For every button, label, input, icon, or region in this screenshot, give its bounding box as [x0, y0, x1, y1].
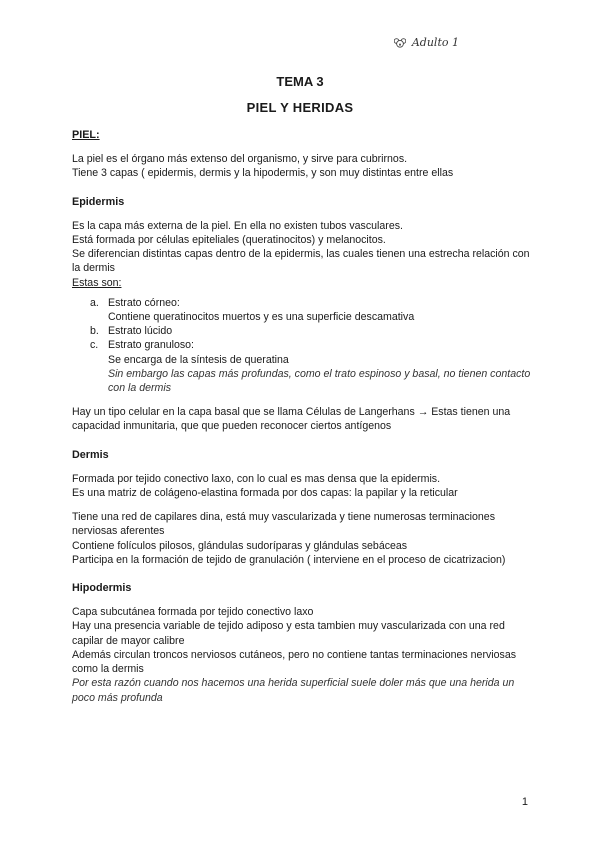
paragraph-line: Está formada por células epiteliales (queratinocitos) y melanocitos. [72, 234, 386, 247]
paragraph-line: Hay una presencia variable de tejido adiposo y esta tambien muy vascularizada con una red capilar de mayor calibre [72, 620, 505, 647]
list-item [72, 338, 532, 352]
paragraph-line: Tiene 3 capas ( epidermis, dermis y la hipodermis, y son muy distintas entre ellas [72, 167, 454, 180]
section-heading-dermis: Dermis [72, 448, 109, 461]
page-number: 1 [521, 796, 528, 808]
list-intro: Estas son: [72, 276, 122, 289]
paragraph-langerhans: Hay un tipo celular en la capa basal que se llama Células de Langerhans → Estas tienen una capacidad inmunitaria, que que pueden reconocer ciertos antígenos [72, 406, 511, 433]
paragraph-line: Formada por tejido conectivo laxo, con lo cual es mas densa que la epidermis. [72, 472, 441, 485]
list-item-detail: Se encarga de la síntesis de queratina [108, 353, 289, 366]
list-item [72, 324, 532, 338]
list-item-note [72, 367, 532, 395]
document-title: TEMA 3 [276, 74, 324, 89]
list-marker: b. [90, 325, 99, 338]
list-item-sub [72, 353, 532, 367]
strata-list [72, 296, 532, 395]
list-item-note-text: Sin embargo las capas más profundas, como el trato espinoso y basal, no tienen contacto con la dermis [108, 367, 531, 395]
list-item-label: Estrato córneo: [108, 296, 180, 309]
list-item-detail: Contiene queratinocitos muertos y es una superficie descamativa [108, 311, 415, 324]
header-tag-text: Adulto 1 [411, 36, 459, 49]
document-body [72, 128, 532, 705]
paragraph-line: La piel es el órgano más extenso del organismo, y sirve para cubrirnos. [72, 153, 408, 166]
header-tag [394, 36, 459, 49]
paragraph-line: Es la capa más externa de la piel. En ella no existen tubos vasculares. [72, 219, 403, 232]
list-item-label: Estrato lúcido [108, 325, 173, 338]
paragraph-line: Tiene una red de capilares dina, está muy vascularizada y tiene numerosas terminaciones nerviosas aferentes [72, 511, 495, 538]
list-marker: c. [90, 339, 99, 352]
paragraph-line: Se diferencian distintas capas dentro de la epidermis, las cuales tienen una estrecha relación con la dermis [72, 248, 530, 275]
section-heading-hipodermis: Hipodermis [72, 582, 132, 595]
section-heading-epidermis: Epidermis [72, 195, 125, 208]
paragraph-line: Es una matriz de colágeno-elastina formada por dos capas: la papilar y la reticular [72, 487, 458, 500]
hipodermis-note: Por esta razón cuando nos hacemos una herida superficial suele doler más que una herida un poco más profunda [72, 677, 515, 704]
list-item [72, 296, 532, 310]
list-item-label: Estrato granuloso: [108, 339, 194, 352]
koala-icon [394, 38, 406, 48]
paragraph-line: Capa subcutánea formada por tejido conectivo laxo [72, 606, 314, 619]
section-heading-piel: PIEL: [72, 129, 100, 141]
list-item-sub [72, 310, 532, 324]
document-subtitle: PIEL Y HERIDAS [246, 100, 354, 115]
paragraph-line: Contiene folículos pilosos, glándulas sudoríparas y glándulas sebáceas [72, 539, 408, 552]
paragraph-line: Participa en la formación de tejido de granulación ( interviene en el proceso de cicatrizacion) [72, 553, 506, 566]
paragraph-line: Además circulan troncos nerviosos cutáneos, pero no contiene tantas terminaciones nerviosas como la dermis [72, 648, 517, 676]
list-marker: a. [90, 296, 99, 309]
